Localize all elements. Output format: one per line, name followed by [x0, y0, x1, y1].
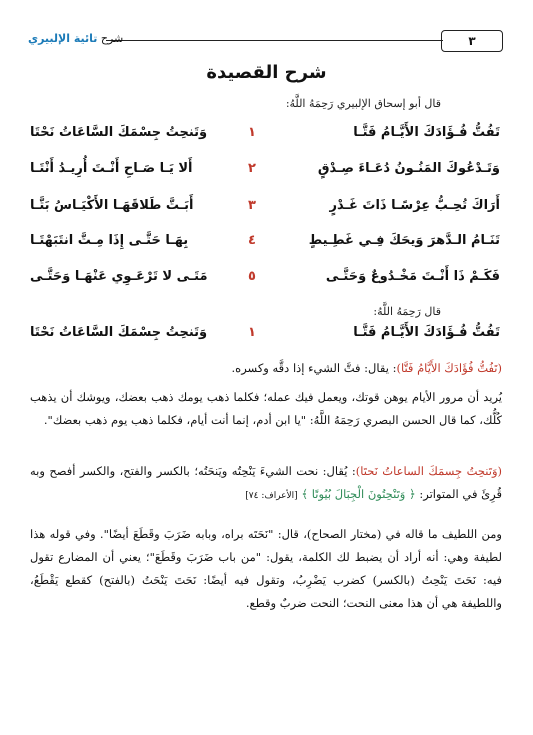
verse-second-hemistich: أَبَـتَّ طَلاقَهَـا الأَكْيَـاسُ بَتَّـا — [30, 198, 194, 213]
verse-first-hemistich: وَتَـدْعُوكَ المَنُـونُ دُعَـاءَ صِـدْقٍ — [317, 161, 500, 176]
verse-number: ٤ — [248, 233, 256, 248]
verse-row — [30, 198, 500, 220]
commentary-text: : يُقال: نحت الشيءَ يَنْحِتُه ويَنحَتُه؛ بالكسر والفتح، والكسر أفصح وبه قُرِئَ في المتواتر: — [30, 464, 502, 501]
verse-number: ١ — [248, 325, 256, 340]
verse-first-hemistich: فَكَـمْ ذَا أَنْـتَ مَخْـدُوعٌ وَحَتَّـى — [325, 269, 500, 284]
page-number: ٣ — [441, 30, 503, 52]
commentary-paragraph — [30, 357, 502, 380]
section-title: شرح القصيدة — [206, 62, 327, 83]
quoted-verse: (وَتَنحِتُ جِسمَكَ الساعاتُ نَحتَا) — [355, 464, 502, 478]
verse-row — [30, 325, 500, 347]
running-title-lead: شرح — [100, 32, 124, 45]
verse-second-hemistich: أَلا يَـا صَـاحِ أَنْـتَ أُرِيـدُ أَنْتَـا — [30, 161, 193, 176]
verse-row — [30, 125, 500, 147]
verse-number: ١ — [248, 125, 256, 140]
verse-row — [30, 233, 500, 255]
commentary-text: : يقال: فتَّ الشيء إذا دقَّه وكسره. — [231, 361, 397, 375]
verse-row — [30, 269, 500, 291]
intro-line: قال رَحِمَهُ اللَّهُ: — [373, 305, 441, 318]
ayah-reference: [الأعراف: ٧٤] — [245, 491, 298, 501]
verse-row — [30, 161, 500, 183]
commentary-paragraph: ومن اللطيف ما قاله في (مختار الصحاح)، قال: "نَحَتَه براه، وبابه ضَرَبَ وقَطَعَ أيضًا". وفي قوله هذا لطيفة وهي: أنه أراد أن يضبط لك الكلمة، يقول: "من باب ضَرَبَ وقَطَعَ"؛ يعني أن المضارع تقول فيه: نَحَتَ يَنْحِتُ (بالكسر) كضرب يَضْرِبُ، وتقول فيه أيضًا: نَحَتَ يَنْحَتُ (بالفتح) كقطع يَقْطَعُ، واللطيفة هي أن هذا معنى النحت؛ النحت ضربٌ وقطع. — [30, 527, 502, 610]
intro-line: قال أبو إسحاق الإلبيري رَحِمَهُ اللَّهُ: — [285, 97, 441, 110]
verse-second-hemistich: وَتَنحِتُ جِسْمَكَ السَّاعَاتُ نَحْتَا — [30, 125, 208, 140]
verse-number: ٢ — [248, 161, 256, 176]
verse-first-hemistich: تَنَـامُ الـدَّهرَ وَيحَكَ فِـي غَطِـيطٍ — [308, 233, 500, 248]
commentary-paragraph — [30, 460, 502, 508]
verse-second-hemistich: وَتَنحِتُ جِسْمَكَ السَّاعَاتُ نَحْتَا — [30, 325, 208, 340]
verse-second-hemistich: مَتَـى لا تَرْعَـوِي عَنْهَـا وَحَتَّـى — [30, 269, 208, 284]
quran-ayah: ﴿ وَتَنْحِتُونَ الْجِبَالَ بُيُوتًا ﴾ — [301, 487, 416, 501]
running-title-name: تائية الإلبيري — [28, 32, 98, 45]
verse-number: ٥ — [248, 269, 256, 284]
verse-second-hemistich: بِهَـا حَتَّـى إِذَا مِـتَّ انتَبَهْتَـا — [30, 233, 189, 248]
verse-first-hemistich: تَفُتُّ فُـؤَادَكَ الأَيَّـامُ فَتَّـا — [353, 125, 500, 140]
verse-first-hemistich: أَرَاكَ تُحِـبُّ عِرْسًـا ذَاتَ غَـدْرٍ — [329, 198, 500, 213]
header-rule — [106, 40, 443, 41]
commentary-paragraph: يُريد أن مرور الأيام يوهن قوتك، ويعمل فيك عمله؛ فكلما ذهب يومك ذهب بعضك، ويوشك أن يذهب كُلُّك، كما قال الحسن البصري رَحِمَهُ اللَّهُ: "يا ابن أدم، إنما أنت أيام، فكلما ذهب يوم ذهب بعضك". — [30, 390, 502, 427]
running-title — [28, 32, 123, 45]
verse-number: ٣ — [248, 198, 256, 213]
verse-first-hemistich: تَفُتُّ فُـؤَادَكَ الأَيَّـامُ فَتَّـا — [353, 325, 500, 340]
page-header — [28, 30, 503, 52]
quoted-verse: (تَفُتُّ فُؤَادَكَ الأَيَّامُ فَتَّا) — [396, 361, 502, 375]
